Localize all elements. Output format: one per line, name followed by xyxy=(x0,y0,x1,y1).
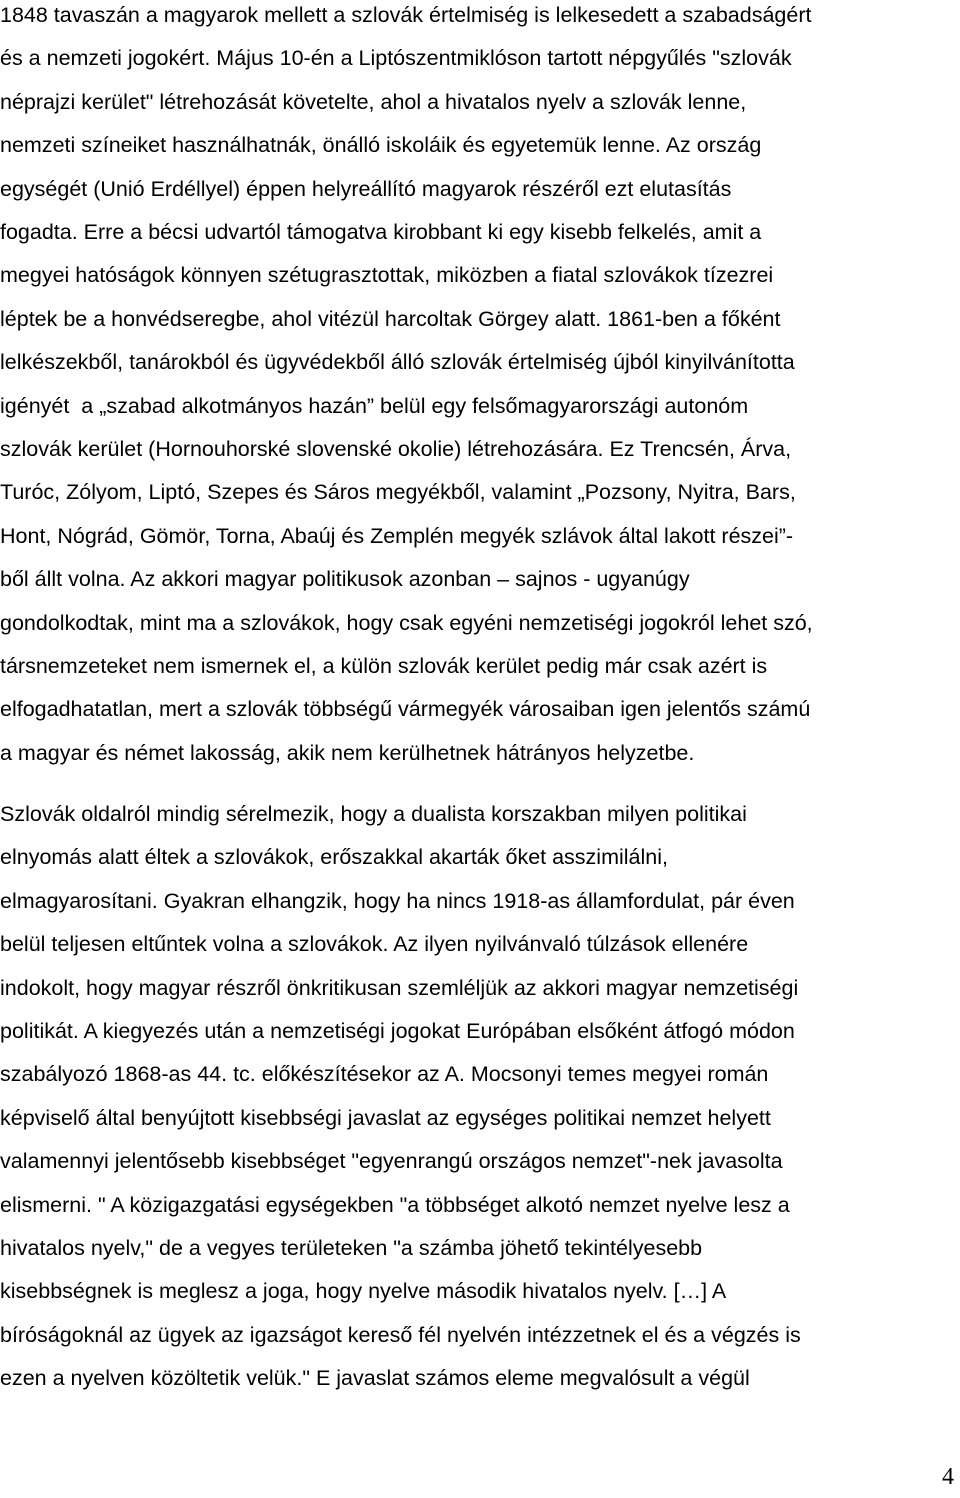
text-line: léptek be a honvédseregbe, ahol vitézül harcoltak Görgey alatt. 1861-ben a főként xyxy=(0,306,781,331)
text-line: lelkészekből, tanárokból és ügyvédekből álló szlovák értelmiség újból kinyilvánította xyxy=(0,350,795,375)
text-line: indokolt, hogy magyar részről önkritikusan szemléljük az akkori magyar nemzetiségi xyxy=(0,975,799,1000)
text-line: nemzeti színeiket használhatnák, önálló iskoláik és egyetemük lenne. Az ország xyxy=(0,133,762,158)
text-line: gondolkodtak, mint ma a szlovákok, hogy csak egyéni nemzetiségi jogokról lehet szó, xyxy=(0,610,813,635)
text-line: egységét (Unió Erdéllyel) éppen helyreállító magyarok részéről ezt elutasítás xyxy=(0,176,732,201)
text-line: néprajzi kerület" létrehozását követelte, ahol a hivatalos nyelv a szlovák lenne, xyxy=(0,89,747,114)
text-line: szlovák kerület (Hornouhorské slovenské okolie) létrehozására. Ez Trencsén, Árva, xyxy=(0,437,792,461)
page-number: 4 xyxy=(942,1464,954,1490)
text-line: igényét a „szabad alkotmányos hazán” belül egy felsőmagyarországi autonóm xyxy=(0,393,749,418)
text-line: fogadta. Erre a bécsi udvartól támogatva kirobbant ki egy kisebb felkelés, amit a xyxy=(0,220,762,244)
text-line: Hont, Nógrád, Gömör, Torna, Abaúj és Zemplén megyék szlávok által lakott részei”- xyxy=(0,523,794,548)
text-line: Turóc, Zólyom, Liptó, Szepes és Sáros megyékből, valamint „Pozsony, Nyitra, Bars, xyxy=(0,480,796,505)
text-line: 1848 tavaszán a magyarok mellett a szlovák értelmiség is lelkesedett a szabadságért xyxy=(0,3,812,27)
text-line: politikát. A kiegyezés után a nemzetiségi jogokat Európában elsőként átfogó módon xyxy=(0,1019,795,1043)
text-line: képviselő által benyújtott kisebbségi javaslat az egységes politikai nemzet helyett xyxy=(0,1105,771,1130)
text-line: ezen a nyelven közöltetik velük." E javaslat számos eleme megvalósult a végül xyxy=(0,1366,750,1391)
text-line: elnyomás alatt éltek a szlovákok, erőszakkal akarták őket asszimilálni, xyxy=(0,845,668,870)
text-line: elfogadhatatlan, mert a szlovák többségű vármegyék városaiban igen jelentős számú xyxy=(0,697,811,722)
text-line: kisebbségnek is meglesz a joga, hogy nyelve második hivatalos nyelv. […] A xyxy=(0,1279,727,1304)
text-line: ből állt volna. Az akkori magyar politikusok azonban – sajnos - ugyanúgy xyxy=(0,567,690,592)
text-line: Szlovák oldalról mindig sérelmezik, hogy a dualista korszakban milyen politikai xyxy=(0,802,747,826)
text-line: szabályozó 1868-as 44. tc. előkészítésekor az A. Mocsonyi temes megyei román xyxy=(0,1062,769,1087)
text-line: a magyar és német lakosság, akik nem kerülhetnek hátrányos helyzetbe. xyxy=(0,740,695,765)
text-line: belül teljesen eltűntek volna a szlovákok. Az ilyen nyilvánvaló túlzások ellenére xyxy=(0,932,749,957)
text-line: bíróságoknál az ügyek az igazságot kereső fél nyelvén intézzetnek el és a végzés is xyxy=(0,1322,801,1347)
text-line: elmagyarosítani. Gyakran elhangzik, hogy ha nincs 1918-as államfordulat, pár éven xyxy=(0,888,795,913)
text-line: elismerni. " A közigazgatási egységekben "a többséget alkotó nemzet nyelve lesz a xyxy=(0,1192,790,1217)
text-line: és a nemzeti jogokért. Május 10-én a Liptószentmiklóson tartott népgyűlés "szlovák xyxy=(0,46,792,71)
text-line: hivatalos nyelv," de a vegyes területeken "a számba jöhető tekintélyesebb xyxy=(0,1236,703,1260)
text-line: társnemzeteket nem ismernek el, a külön szlovák kerület pedig már csak azért is xyxy=(0,654,768,678)
text-line: megyei hatóságok könnyen szétugrasztottak, miközben a fiatal szlovákok tízezrei xyxy=(0,263,774,288)
text-line: valamennyi jelentősebb kisebbséget "egyenrangú országos nemzet"-nek javasolta xyxy=(0,1149,783,1174)
